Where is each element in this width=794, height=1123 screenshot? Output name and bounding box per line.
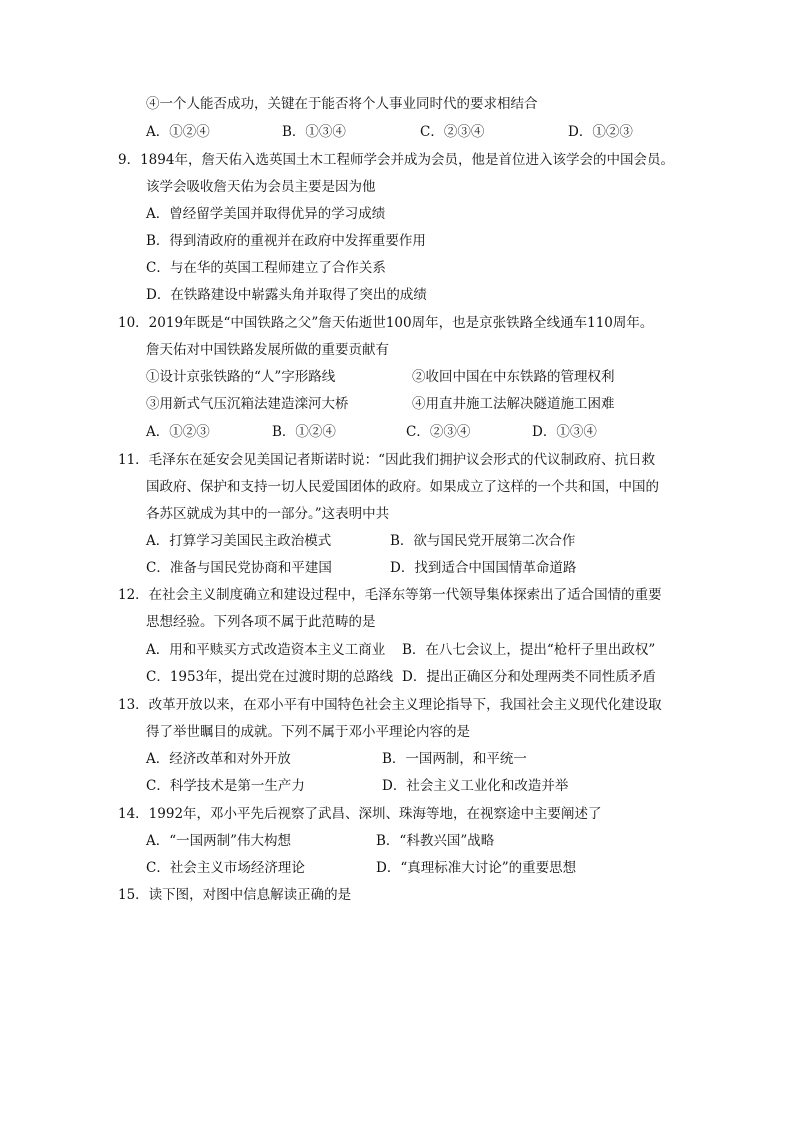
q8-option-c: C．②③④ [420,124,485,140]
q11-option-a: A．打算学习美国民主政治模式 [146,533,332,549]
q8-statement-4: ④一个人能否成功，关键在于能否将个人事业同时代的要求相结合 [146,96,538,112]
q9-option-a: A．曾经留学美国并取得优异的学习成绩 [146,206,386,222]
q8-options [146,123,666,141]
q10-option-a: A．①②③ [146,424,210,440]
q14-options-row-2 [146,859,666,877]
q10-statements-row-2 [146,395,666,413]
q9-option-b: B．得到清政府的重视并在政府中发挥重要作用 [146,233,426,249]
q12-option-a: A．用和平赎买方式改造资本主义工商业 [146,642,386,658]
q9-option-c: C．与在华的英国工程师建立了合作关系 [146,260,386,276]
q10-option-d: D．①③④ [532,424,597,440]
q13-option-a: A．经济改革和对外开放 [146,751,291,767]
q15-stem-line-1: 15．读下图，对图中信息解读正确的是 [118,887,352,903]
q13-stem-line-1: 13．改革开放以来，在邓小平有中国特色社会主义理论指导下，我国社会主义现代化建设取 [118,697,662,713]
q14-option-c: C．社会主义市场经济理论 [146,860,305,876]
q8-option-b: B．①③④ [282,124,346,140]
q8-option-d: D．①②③ [568,124,633,140]
q11-options-row-1 [146,532,666,550]
q10-options [146,423,666,441]
q10-statement-4: ④用直井施工法解决隧道施工困难 [412,396,615,412]
q10-statement-3: ③用新式气压沉箱法建造滦河大桥 [146,396,349,412]
q14-option-d: D．“真理标准大讨论”的重要思想 [376,860,577,876]
q9-stem-line-2: 该学会吸收詹天佑为会员主要是因为他 [146,179,376,195]
q12-stem-line-2: 思想经验。下列各项不属于此范畴的是 [146,614,376,630]
q13-options-row-1 [146,750,666,768]
q10-stem-line-1: 10．2019年既是“中国铁路之父”詹天佑逝世100周年，也是京张铁路全线通车110周年。 [118,315,654,331]
q12-stem-line-1: 12．在社会主义制度确立和建设过程中，毛泽东等第一代领导集体探索出了适合国情的重要 [118,587,662,603]
q9-stem-line-1: 9．1894年，詹天佑入选英国土木工程师学会并成为会员，他是首位进入该学会的中国会员。 [118,152,674,168]
q13-options-row-2 [146,777,666,795]
q12-option-b: B．在八七会议上，提出“枪杆子里出政权” [402,642,656,658]
q10-statement-2: ②收回中国在中东铁路的管理权利 [412,369,615,385]
q13-option-c: C．科学技术是第一生产力 [146,778,305,794]
q11-stem-line-3: 各苏区就成为其中的一部分。”这表明中共 [146,506,390,522]
q10-stem-line-2: 詹天佑对中国铁路发展所做的重要贡献有 [146,342,389,358]
q9-option-d: D．在铁路建设中崭露头角并取得了突出的成绩 [146,287,427,303]
q14-options-row-1 [146,832,666,850]
q10-statement-1: ①设计京张铁路的“人”字形路线 [146,369,336,385]
q10-option-c: C．②③④ [406,424,471,440]
q14-stem-line-1: 14．1992年，邓小平先后视察了武昌、深圳、珠海等地，在视察途中主要阐述了 [118,806,602,822]
q10-statements-row-1 [146,368,666,386]
q12-options-row-2 [146,668,676,686]
q12-option-d: D．提出正确区分和处理两类不同性质矛盾 [402,669,656,685]
q13-option-d: D．社会主义工业化和改造并举 [382,778,569,794]
q8-option-a: A．①②④ [146,124,210,140]
q11-option-c: C．准备与国民党协商和平建国 [146,560,332,576]
q11-option-b: B．欲与国民党开展第二次合作 [390,533,576,549]
q11-stem-line-2: 国政府、保护和支持一切人民爱国团体的政府。如果成立了这样的一个共和国，中国的 [146,479,659,495]
q13-stem-line-2: 得了举世瞩目的成就。下列不属于邓小平理论内容的是 [146,724,470,740]
q12-option-c: C．1953年，提出党在过渡时期的总路线 [146,669,394,685]
q11-options-row-2 [146,559,666,577]
q11-option-d: D．找到适合中国国情革命道路 [390,560,577,576]
q12-options-row-1 [146,641,676,659]
q14-option-a: A．“一国两制”伟大构想 [146,833,292,849]
q11-stem-line-1: 11．毛泽东在延安会见美国记者斯诺时说：“因此我们拥护议会形式的代议制政府、抗日救 [118,452,656,468]
q14-option-b: B．“科教兴国”战略 [376,833,495,849]
q10-option-b: B．①②④ [272,424,336,440]
q13-option-b: B．一国两制，和平统一 [382,751,527,767]
